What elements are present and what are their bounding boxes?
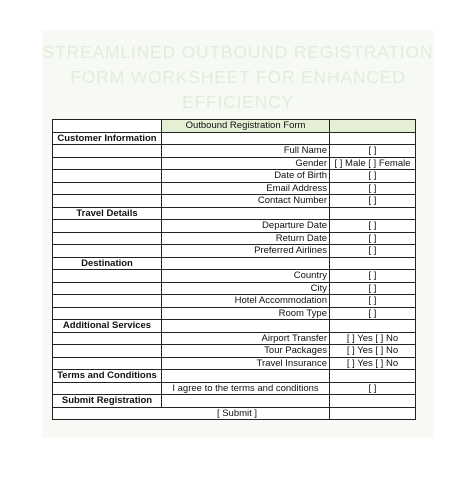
airport-transfer-options[interactable]: [ ] Yes [ ] No xyxy=(330,332,416,345)
section-travel-details: Travel Details xyxy=(53,207,162,220)
gender-options[interactable]: [ ] Male [ ] Female xyxy=(330,157,416,170)
travel-insurance-options[interactable]: [ ] Yes [ ] No xyxy=(330,357,416,370)
return-field[interactable]: [ ] xyxy=(330,232,416,245)
table-row xyxy=(53,332,416,345)
travel-insurance-label: Travel Insurance xyxy=(162,357,330,370)
table-row xyxy=(53,195,416,208)
table-row xyxy=(53,157,416,170)
table-row xyxy=(53,307,416,320)
hotel-field[interactable]: [ ] xyxy=(330,295,416,308)
table-row xyxy=(53,182,416,195)
departure-label: Departure Date xyxy=(162,220,330,233)
hotel-label: Hotel Accommodation xyxy=(162,295,330,308)
return-label: Return Date xyxy=(162,232,330,245)
country-label: Country xyxy=(162,270,330,283)
table-header-row xyxy=(53,120,416,133)
table-row xyxy=(53,232,416,245)
section-customer-information: Customer Information xyxy=(53,132,162,145)
page-title: STREAMLINED OUTBOUND REGISTRATION FORM WORKSHEET FOR ENHANCED EFFICIENCY xyxy=(42,42,434,112)
agree-terms-label: I agree to the terms and conditions xyxy=(162,382,330,395)
agree-terms-checkbox[interactable]: [ ] xyxy=(330,382,416,395)
submit-button[interactable]: [ Submit ] xyxy=(216,407,258,419)
table-row xyxy=(53,270,416,283)
contact-field[interactable]: [ ] xyxy=(330,195,416,208)
section-submit-registration: Submit Registration xyxy=(53,395,162,408)
gender-label: Gender xyxy=(162,157,330,170)
section-row xyxy=(53,370,416,383)
table-row xyxy=(53,382,416,395)
table-row xyxy=(53,345,416,358)
table-row xyxy=(53,407,416,420)
table-row xyxy=(53,145,416,158)
table-row xyxy=(53,295,416,308)
airport-transfer-label: Airport Transfer xyxy=(162,332,330,345)
tour-packages-label: Tour Packages xyxy=(162,345,330,358)
table-row xyxy=(53,220,416,233)
departure-field[interactable]: [ ] xyxy=(330,220,416,233)
section-additional-services: Additional Services xyxy=(53,320,162,333)
dob-field[interactable]: [ ] xyxy=(330,170,416,183)
contact-label: Contact Number xyxy=(162,195,330,208)
section-row xyxy=(53,395,416,408)
section-row xyxy=(53,132,416,145)
section-row xyxy=(53,320,416,333)
header-side-cell xyxy=(330,120,416,133)
table-row xyxy=(53,245,416,258)
section-row xyxy=(53,257,416,270)
email-field[interactable]: [ ] xyxy=(330,182,416,195)
section-destination: Destination xyxy=(53,257,162,270)
email-label: Email Address xyxy=(162,182,330,195)
city-label: City xyxy=(162,282,330,295)
table-row xyxy=(53,282,416,295)
submit-cell xyxy=(53,407,330,420)
full-name-label: Full Name xyxy=(162,145,330,158)
table-row xyxy=(53,357,416,370)
room-label: Room Type xyxy=(162,307,330,320)
header-empty-cell xyxy=(53,120,162,133)
city-field[interactable]: [ ] xyxy=(330,282,416,295)
tour-packages-options[interactable]: [ ] Yes [ ] No xyxy=(330,345,416,358)
section-row xyxy=(53,207,416,220)
country-field[interactable]: [ ] xyxy=(330,270,416,283)
section-terms-and-conditions: Terms and Conditions xyxy=(53,370,162,383)
table-row xyxy=(53,170,416,183)
full-name-field[interactable]: [ ] xyxy=(330,145,416,158)
airlines-field[interactable]: [ ] xyxy=(330,245,416,258)
room-field[interactable]: [ ] xyxy=(330,307,416,320)
registration-form-table xyxy=(52,119,416,420)
airlines-label: Preferred Airlines xyxy=(162,245,330,258)
dob-label: Date of Birth xyxy=(162,170,330,183)
form-header: Outbound Registration Form xyxy=(162,120,330,133)
